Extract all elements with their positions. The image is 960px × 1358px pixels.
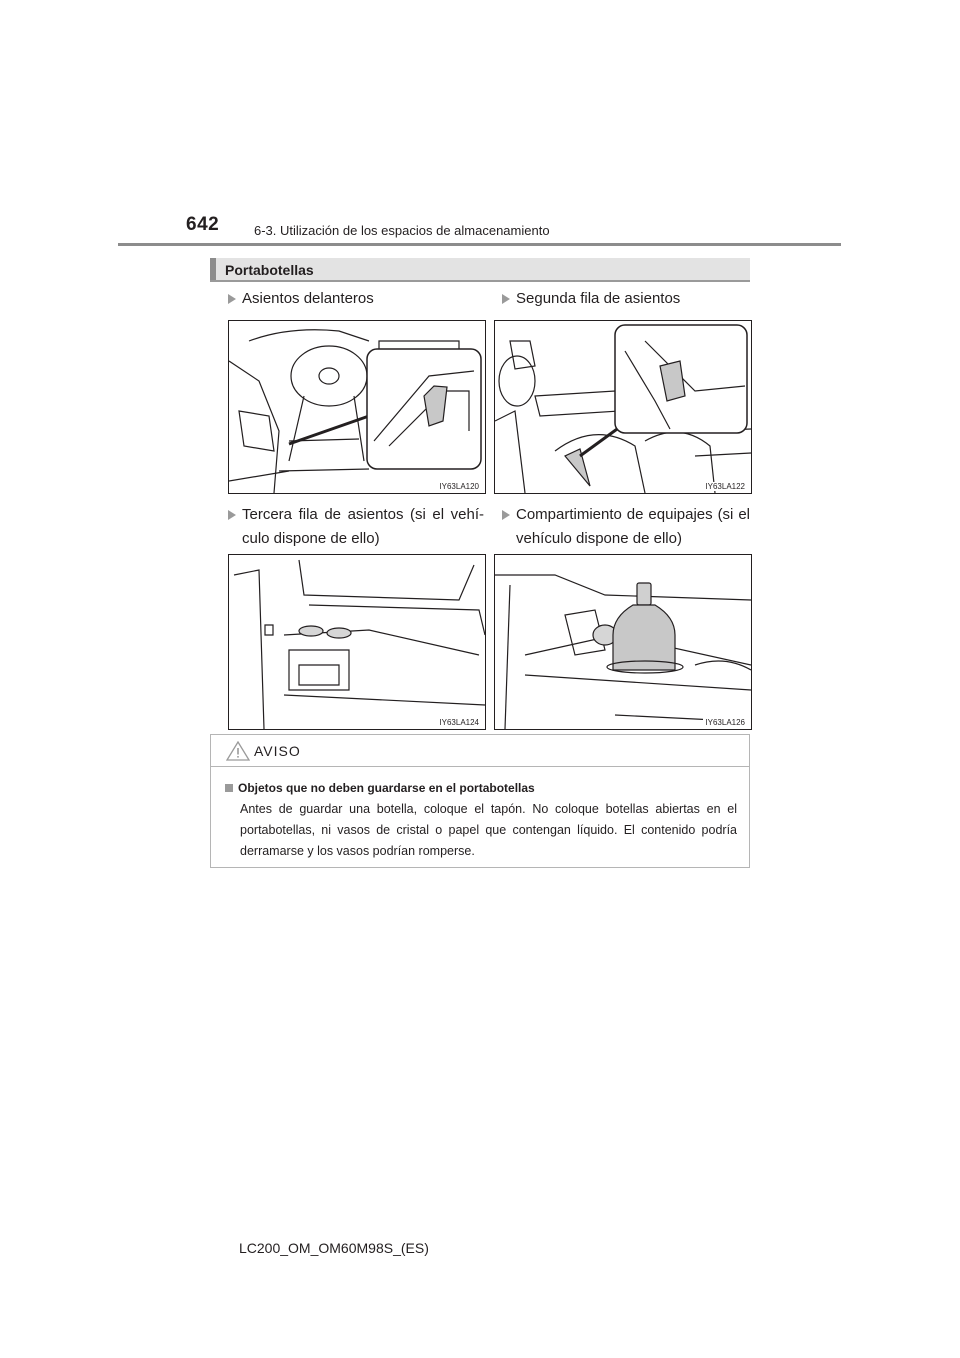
page-number: 642 (186, 214, 220, 235)
topic-heading (210, 258, 750, 282)
figure-code: IY63LA126 (705, 718, 745, 727)
second-row-illustration (495, 321, 751, 493)
triangle-bullet-icon (228, 510, 236, 520)
triangle-bullet-icon (502, 510, 510, 520)
figure-third-row (228, 554, 486, 730)
figure-front-seats (228, 320, 486, 494)
topic-marker (210, 258, 216, 280)
triangle-bullet-icon (228, 294, 236, 304)
footer-doc-code: LC200_OM_OM60M98S_(ES) (239, 1240, 429, 1256)
square-bullet-icon (225, 784, 233, 792)
figure-luggage (494, 554, 752, 730)
triangle-bullet-icon (502, 294, 510, 304)
warning-header (211, 735, 749, 767)
warning-box (210, 734, 750, 868)
header-rule (118, 243, 841, 246)
section-title: 6-3. Utilización de los espacios de almacenamiento (254, 223, 550, 238)
warning-label: AVISO (254, 743, 301, 759)
figure-second-row (494, 320, 752, 494)
caption-front-seats: Asientos delanteros (228, 287, 484, 311)
third-row-illustration (229, 555, 485, 729)
bottle-icon (607, 583, 683, 673)
caption-luggage: Compartimiento de equipajes (si el vehículo dispone de ello) (502, 503, 750, 551)
luggage-illustration (495, 555, 751, 729)
figure-code: IY63LA124 (439, 718, 479, 727)
warning-item-title: Objetos que no deben guardarse en el portabotellas (225, 781, 535, 795)
warning-text: Antes de guardar una botella, coloque el tapón. No coloque botellas abiertas en el portabotellas, ni vasos de cristal o papel que contengan líquido. El contenido podría derramarse y los vasos podrían romperse. (240, 802, 737, 858)
figure-code: IY63LA120 (439, 482, 479, 491)
front-seats-illustration (229, 321, 485, 493)
caption-third-row: Tercera fila de asientos (si el vehí-culo dispone de ello) (228, 503, 484, 551)
caption-second-row: Segunda fila de asientos (502, 287, 750, 311)
figure-code: IY63LA122 (705, 482, 745, 491)
warning-triangle-icon (226, 741, 250, 761)
topic-title: Portabotellas (225, 262, 314, 278)
